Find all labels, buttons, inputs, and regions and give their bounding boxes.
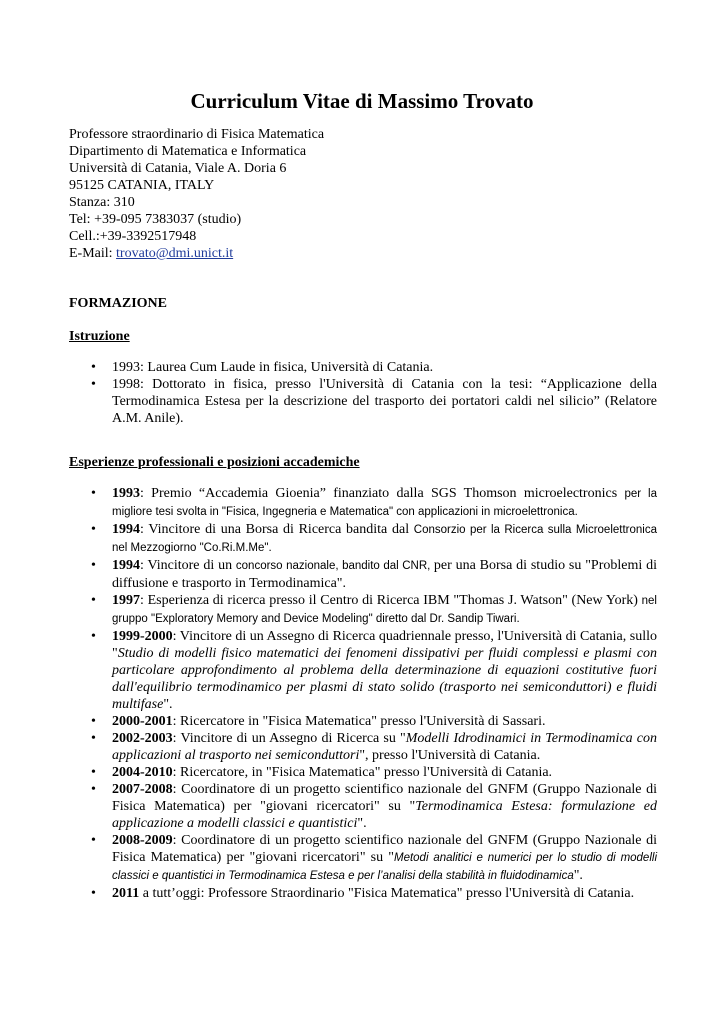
item-text: : Premio “Accademia Gioenia” finanziato dalla SGS Thomson microelectronics	[140, 486, 625, 501]
item-year: 2007-2008	[112, 782, 173, 797]
item-text: : Ricercatore in "Fisica Matematica" presso l'Università di Sassari.	[172, 714, 546, 729]
list-item: • 1998: Dottorato in fisica, presso l'Università di Catania con la tesi: “Applicazione della Termodinamica Estesa per la descrizione del trasporto dei portatori caldi nel silicio” (Relatore A.M. Anile).	[112, 376, 657, 427]
item-text: : Coordinatore di un progetto scientifico nazionale del GNFM (Gruppo Nazionale di Fisica Matematica) per "giovani ricercatori" su "	[112, 833, 657, 865]
item-italic-text: Studio di modelli fisico matematici dei fenomeni dissipativi per fluidi complessi e plasmi con particolare approfondimento al problema della determinazione di equazioni costitutive fuori dall'equilibrio termodinamico per plasmi di stato solido (trasporto nei semiconduttori) e fluidi multifase	[112, 646, 657, 712]
contact-city: 95125 CATANIA, ITALY	[69, 178, 215, 193]
list-item	[112, 832, 657, 885]
item-text: : Vincitore di una Borsa di Ricerca bandita dal	[140, 522, 414, 537]
item-small-text: Consorzio per la Ricerca sulla Microelettronica nel Mezzogiorno "Co.Ri.M.Me".	[112, 524, 657, 554]
item-text: : Coordinatore di un progetto scientifico nazionale del GNFM (Gruppo Nazionale di Fisica Matematica) per "giovani ricercatori" su "	[112, 782, 657, 814]
contact-cell: Cell.:+39-3392517948	[69, 229, 197, 244]
item-text-continued: per una Borsa di studio su "Problemi di diffusione e trasporto in Termodinamica".	[112, 558, 657, 591]
list-item	[112, 557, 657, 592]
item-end-text: ".	[573, 868, 583, 883]
list-item	[112, 628, 657, 713]
item-year: 1994	[112, 522, 140, 537]
list-item	[112, 885, 657, 902]
list-item	[112, 764, 657, 781]
item-text: : Esperienza di ricerca presso il Centro di Ricerca IBM "Thomas J. Watson" (New York)	[140, 593, 642, 608]
item-year: 1993	[112, 486, 140, 501]
esperienze-list	[112, 485, 657, 902]
item-text: a tutt’oggi: Professore Straordinario "Fisica Matematica" presso l'Università di Catania.	[139, 886, 635, 901]
list-item	[112, 592, 657, 628]
contact-address: Università di Catania, Viale A. Doria 6	[69, 161, 287, 176]
item-end-text: ".	[163, 697, 173, 712]
item-year: 1999-2000	[112, 629, 173, 644]
item-italic-text: Termodinamica Estesa: formulazione ed applicazione a modelli classici e quantistici	[112, 799, 657, 831]
item-year: 2011	[112, 886, 140, 901]
contact-email-label: E-Mail:	[69, 246, 117, 261]
contact-tel: Tel: +39-095 7383037 (studio)	[69, 212, 242, 227]
item-year: 1997	[112, 593, 140, 608]
contact-department: Dipartimento di Matematica e Informatica	[69, 144, 307, 159]
page-title: Curriculum Vitae di Massimo Trovato	[190, 89, 534, 113]
item-year: 2004-2010	[112, 765, 173, 780]
contact-role: Professore straordinario di Fisica Matematica	[69, 127, 325, 142]
item-small-text: nel gruppo "Exploratory Memory and Device Modeling" diretto dal Dr. Sandip Tiwari.	[112, 595, 657, 625]
subheading-istruzione: Istruzione	[69, 329, 130, 344]
section-heading-formazione: FORMAZIONE	[69, 296, 167, 311]
item-end-text: ".	[357, 816, 367, 831]
list-item	[112, 730, 657, 764]
list-item	[112, 713, 657, 730]
item-italic-text: Modelli Idrodinamici in Termodinamica con applicazioni al trasporto nei semiconduttori	[112, 731, 657, 763]
item-year: 2000-2001	[112, 714, 173, 729]
item-year: 2008-2009	[112, 833, 173, 848]
item-text: : Ricercatore, in "Fisica Matematica" presso l'Università di Catania.	[172, 765, 553, 780]
item-text: : Vincitore di un Assegno di Ricerca su "	[172, 731, 406, 746]
item-small-text: concorso nazionale, bandito dal CNR,	[235, 560, 434, 572]
email-link[interactable]: trovato@dmi.unict.it	[116, 246, 234, 261]
contact-room: Stanza: 310	[69, 195, 135, 210]
item-year: 2002-2003	[112, 731, 173, 746]
subheading-esperienze: Esperienze professionali e posizioni accademiche	[69, 455, 360, 470]
item-small-italic-text: Metodi analitici e numerici per lo studio di modelli classici e quantistici in Termodinamica Estesa e per l’analisi della stabilità in fluidodinamica	[112, 852, 657, 882]
item-end-text: ", presso l'Università di Catania.	[359, 748, 541, 763]
istruzione-list	[112, 359, 657, 427]
list-item	[112, 521, 657, 557]
item-text: : Vincitore di un	[140, 558, 236, 573]
item-text: : Vincitore di un Assegno di Ricerca quadriennale presso, l'Università di Catania, sullo "	[112, 629, 657, 661]
contact-block	[69, 126, 324, 262]
list-item	[112, 485, 657, 521]
contact-email-line	[69, 245, 324, 262]
item-small-text: per la migliore tesi svolta in "Fisica, Ingegneria e Matematica" con applicazioni in microelettronica.	[112, 488, 657, 518]
list-item: • 1993: Laurea Cum Laude in fisica, Università di Catania.	[112, 359, 657, 376]
item-year: 1994	[112, 558, 140, 573]
list-item	[112, 781, 657, 832]
